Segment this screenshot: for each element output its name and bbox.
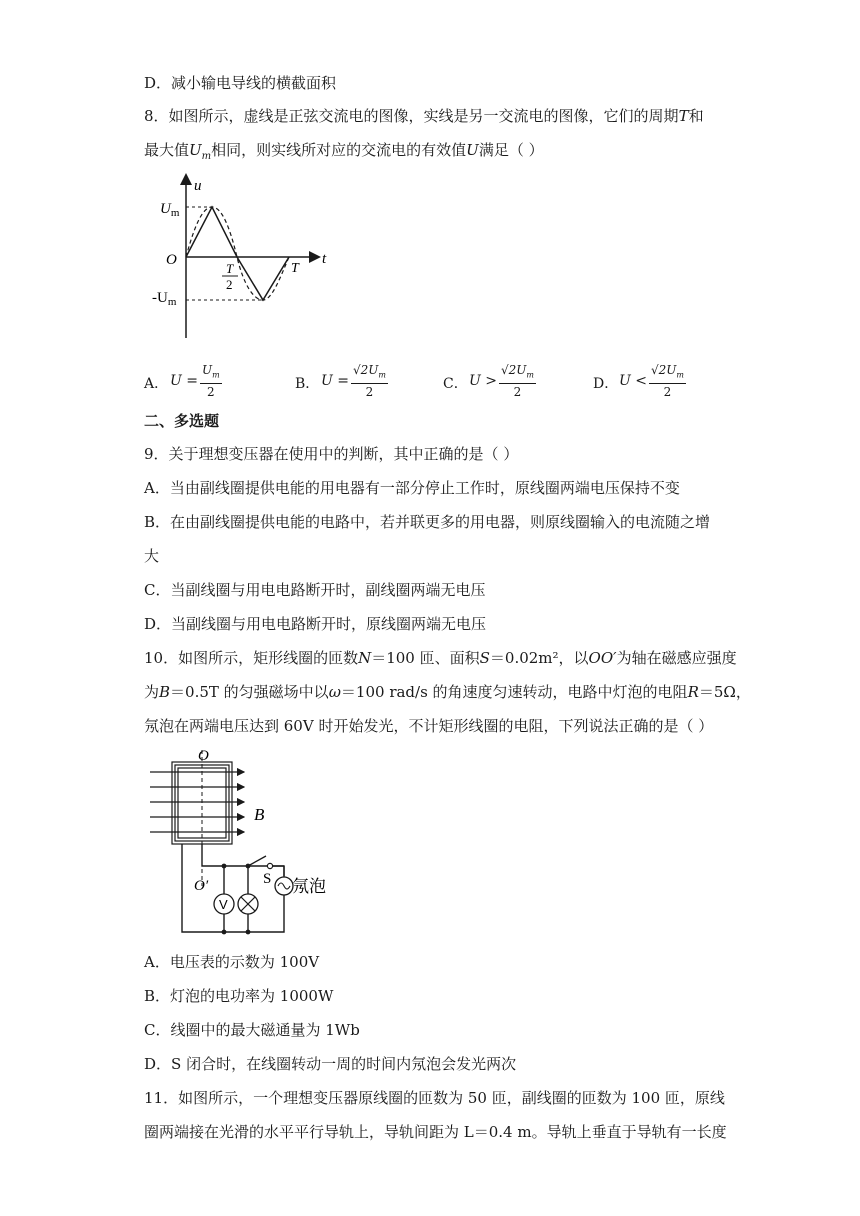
q10-text: ＝0.5T 的匀强磁场中以 bbox=[170, 683, 329, 701]
q10-stem-line1 bbox=[144, 648, 737, 668]
q8-text: 和 bbox=[688, 107, 704, 125]
q9-option-b[interactable]: B．在由副线圈提供电能的电路中，若并联更多的用电器，则原线圈输入的电流随之增 bbox=[144, 513, 711, 531]
frac-den: 2 bbox=[513, 385, 522, 400]
frac-den: 2 bbox=[365, 385, 374, 400]
q9-option-a[interactable]: A．当由副线圈提供电能的用电器有一部分停止工作时，原线圈两端电压保持不变 bbox=[144, 479, 680, 497]
q8-stem-line1 bbox=[144, 106, 704, 126]
switch-s-label: S bbox=[263, 871, 272, 887]
q10-text: ＝5Ω， bbox=[698, 683, 751, 701]
q11-stem-line2: 圈两端接在光滑的水平平行导轨上，导轨间距为 L＝0.4 m。导轨上垂直于导轨有一长度 bbox=[144, 1123, 727, 1141]
q10-stem-line3: 氖泡在两端电压达到 60V 时开始发光，不计矩形线圈的电阻，下列说法正确的是（ ） bbox=[144, 717, 714, 735]
period-label: T bbox=[291, 261, 299, 276]
q8-text: 最大值 bbox=[144, 141, 190, 159]
q11-stem-line1: 11．如图所示，一个理想变压器原线圈的匝数为 50 匝，副线圈的匝数为 100 匝，原线 bbox=[144, 1089, 725, 1107]
q10-symbol: R bbox=[687, 683, 699, 701]
q8-text: 8．如图所示，虚线是正弦交流电的图像，实线是另一交流电的图像，它们的周期 bbox=[144, 107, 679, 125]
q10-option-d[interactable]: D．S 闭合时，在线圈转动一周的时间内氖泡会发光两次 bbox=[144, 1055, 517, 1073]
option-lhs: U = bbox=[321, 373, 349, 389]
half-period-den: 2 bbox=[226, 277, 233, 292]
q10-option-a[interactable]: A．电压表的示数为 100V bbox=[144, 953, 320, 971]
q10-symbol: S bbox=[479, 649, 490, 667]
q7-option-d: D．减小输电导线的横截面积 bbox=[144, 74, 337, 92]
magnetic-field-arrows bbox=[150, 772, 244, 832]
option-label: B． bbox=[295, 376, 320, 392]
frac-num-sub: m bbox=[526, 370, 534, 380]
neon-label: 氖泡 bbox=[292, 877, 326, 897]
frac-num: √2U bbox=[501, 363, 527, 377]
axis-o-prime-label: O′ bbox=[194, 878, 209, 894]
section-heading: 二、多选题 bbox=[144, 412, 220, 430]
q9-option-c[interactable]: C．当副线圈与用电电路断开时，副线圈两端无电压 bbox=[144, 581, 486, 599]
q10-option-b[interactable]: B．灯泡的电功率为 1000W bbox=[144, 987, 334, 1005]
half-period-num: T bbox=[226, 261, 234, 276]
q8-text: 相同，则实线所对应的交流电的有效值 bbox=[211, 141, 467, 159]
option-fraction bbox=[351, 362, 388, 400]
switch-s[interactable] bbox=[248, 856, 266, 866]
field-b-label: B bbox=[254, 805, 265, 824]
u-label: u bbox=[194, 178, 202, 194]
frac-num-sub: m bbox=[212, 370, 220, 380]
q8-waveform-figure bbox=[150, 168, 350, 348]
q8-text: 满足（ ） bbox=[478, 141, 544, 159]
frac-den: 2 bbox=[663, 385, 672, 400]
frac-num: √2U bbox=[353, 363, 379, 377]
q10-text: ＝100 rad/s 的角速度匀速转动，电路中灯泡的电阻 bbox=[340, 683, 688, 701]
option-fraction bbox=[499, 362, 536, 400]
axis-o-label: O bbox=[198, 748, 209, 764]
q10-text: 10．如图所示，矩形线圈的匝数 bbox=[144, 649, 359, 667]
q8-symbol-u: U bbox=[466, 141, 479, 159]
q9-stem: 9．关于理想变压器在使用中的判断，其中正确的是（ ） bbox=[144, 445, 519, 463]
q8-symbol-sub: m bbox=[201, 151, 212, 162]
q8-stem-line2 bbox=[144, 140, 544, 167]
option-lhs: U > bbox=[469, 373, 497, 389]
q10-text: ＝100 匝、面积 bbox=[371, 649, 480, 667]
q10-symbol: N bbox=[358, 649, 372, 667]
voltmeter-label: V bbox=[219, 897, 228, 912]
um-label: $U_m$ bbox=[160, 201, 180, 219]
q8-symbol-t: T bbox=[678, 107, 689, 125]
q10-symbol: B bbox=[159, 683, 171, 701]
q10-text: 为轴在磁感应强度 bbox=[616, 649, 737, 667]
option-fraction bbox=[649, 362, 686, 400]
t-label: t bbox=[322, 251, 327, 267]
option-label: D． bbox=[593, 376, 619, 392]
q9-option-b-cont: 大 bbox=[144, 547, 160, 565]
origin-label: O bbox=[166, 252, 177, 268]
q10-symbol: OO′ bbox=[588, 649, 617, 667]
option-lhs: U = bbox=[170, 373, 198, 389]
frac-num: U bbox=[202, 363, 213, 377]
q10-text: 为 bbox=[144, 683, 160, 701]
option-label: C． bbox=[443, 376, 468, 392]
q10-circuit-figure bbox=[148, 746, 348, 936]
frac-num: √2U bbox=[651, 363, 677, 377]
frac-num-sub: m bbox=[378, 370, 386, 380]
option-lhs: U < bbox=[619, 373, 647, 389]
q10-text: ＝0.02m²，以 bbox=[489, 649, 589, 667]
sine-curve bbox=[186, 207, 289, 300]
switch-contact bbox=[267, 863, 272, 868]
neg-um-label: $-U_m$ bbox=[152, 290, 177, 308]
q10-stem-line2 bbox=[144, 682, 751, 702]
q10-option-c[interactable]: C．线圈中的最大磁通量为 1Wb bbox=[144, 1021, 360, 1039]
option-fraction bbox=[200, 362, 222, 400]
q8-symbol-u: U bbox=[189, 141, 202, 159]
frac-num-sub: m bbox=[676, 370, 684, 380]
q9-option-d[interactable]: D．当副线圈与用电电路断开时，原线圈两端无电压 bbox=[144, 615, 487, 633]
q10-symbol: ω bbox=[328, 683, 341, 701]
triangle-wave bbox=[186, 207, 289, 300]
frac-den: 2 bbox=[207, 385, 215, 400]
q8-options bbox=[144, 360, 744, 404]
option-label: A． bbox=[144, 376, 169, 392]
